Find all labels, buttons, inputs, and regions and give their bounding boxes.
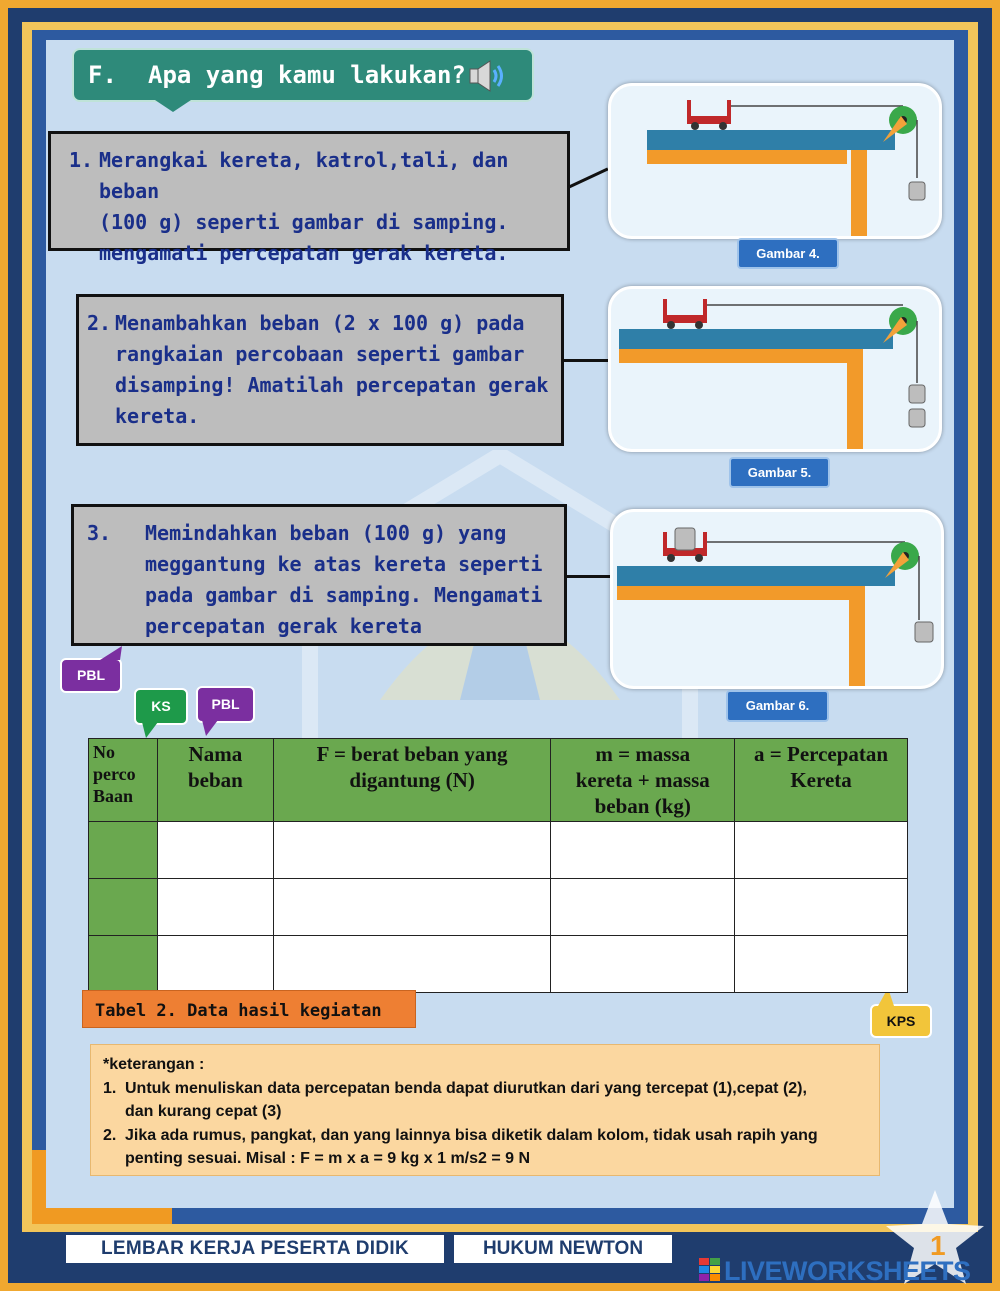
pbl-badge: PBL — [60, 658, 122, 693]
table-cell-input[interactable] — [157, 879, 273, 936]
figure-6-card — [610, 509, 944, 689]
table-cell-input[interactable] — [551, 822, 735, 879]
ks-badge: KS — [134, 688, 188, 725]
step-1-number: 1. — [69, 148, 94, 172]
step-3-line: meggantung ke atas kereta seperti — [145, 552, 543, 576]
table-cell-input[interactable] — [735, 879, 908, 936]
table-cell-input[interactable] — [157, 822, 273, 879]
footer-title-topic: HUKUM NEWTON — [452, 1233, 674, 1265]
table-cell-input[interactable] — [735, 936, 908, 993]
figure-4-card — [608, 83, 942, 239]
pbl-badge-tail — [200, 720, 220, 738]
step-1-line: Merangkai kereta, katrol,tali, dan beban — [99, 148, 509, 203]
column-header-no: No perco Baan — [89, 739, 158, 822]
figure-5-illustration — [611, 289, 945, 455]
table-cell-input[interactable] — [735, 822, 908, 879]
figure-6-illustration — [613, 512, 947, 692]
table-header-row — [89, 739, 908, 822]
step-3-line: percepatan gerak kereta — [145, 614, 422, 638]
data-table — [88, 738, 908, 993]
pbl-badge: PBL — [196, 686, 255, 723]
table-caption: Tabel 2. Data hasil kegiatan — [82, 990, 416, 1028]
step-1-line: mengamati percepatan gerak kereta. — [99, 241, 509, 265]
step-3-line: pada gambar di samping. Mengamati — [145, 583, 543, 607]
notes-title: *keterangan : — [103, 1056, 205, 1073]
kps-badge: KPS — [870, 1004, 932, 1038]
table-cell-input[interactable] — [551, 936, 735, 993]
speaker-icon[interactable] — [468, 59, 510, 93]
table-cell-no — [89, 936, 158, 993]
table-cell-input[interactable] — [273, 879, 551, 936]
step-1-line: (100 g) seperti gambar di samping. — [99, 210, 509, 234]
column-header-nama-beban: Nama beban — [157, 739, 273, 822]
table-cell-input[interactable] — [273, 936, 551, 993]
step-2-connector — [562, 359, 612, 362]
table-row — [89, 879, 908, 936]
liveworksheets-logo-icon — [699, 1258, 721, 1282]
notes-box — [90, 1044, 880, 1176]
table-cell-input[interactable] — [551, 879, 735, 936]
step-3-box — [71, 504, 567, 646]
step-3-number: 3. — [87, 521, 112, 545]
notes-item: 2. Jika ada rumus, pangkat, dan yang lainnya bisa diketik dalam kolom, tidak usah rapih yang penting sesuai. Misal : F = m x a = 9 kg x 1 m/s2 = 9 N — [103, 1126, 818, 1167]
step-1-box — [48, 131, 570, 265]
section-letter: F. — [88, 61, 117, 89]
figure-4-illustration — [611, 86, 945, 242]
table-cell-input[interactable] — [157, 936, 273, 993]
figure-4-caption: Gambar 4. — [737, 238, 839, 269]
table-cell-no — [89, 822, 158, 879]
table-cell-no — [89, 879, 158, 936]
page-number: 1 — [930, 1230, 946, 1261]
step-3-connector — [565, 575, 613, 578]
notes-item: 1. Untuk menuliskan data percepatan benda dapat diurutkan dari yang tercepat (1),cepat (2), dan kurang cepat (3) — [103, 1079, 807, 1120]
liveworksheets-brand[interactable]: LIVEWORKSHEETS — [724, 1256, 971, 1286]
table-row — [89, 822, 908, 879]
step-2-box — [76, 294, 564, 446]
footer-title-lkpd: LEMBAR KERJA PESERTA DIDIK — [64, 1233, 446, 1265]
step-2-line: rangkaian percobaan seperti gambar — [115, 342, 525, 366]
step-3-line: Memindahkan beban (100 g) yang — [145, 521, 507, 545]
figure-5-card — [608, 286, 942, 452]
table-cell-input[interactable] — [273, 822, 551, 879]
step-2-number: 2. — [87, 311, 112, 335]
figure-6-caption: Gambar 6. — [726, 690, 829, 722]
pbl-badge-tail — [96, 646, 126, 662]
column-header-massa: m = massa kereta + massa beban (kg) — [551, 739, 735, 822]
header-pointer — [155, 100, 191, 112]
section-title: Apa yang kamu lakukan? — [148, 61, 466, 89]
column-header-percepatan: a = Percepatan Kereta — [735, 739, 908, 822]
column-header-gaya: F = berat beban yang digantung (N) — [273, 739, 551, 822]
step-2-line: kereta. — [115, 404, 200, 428]
section-header — [72, 48, 534, 102]
step-2-line: Menambahkan beban (2 x 100 g) pada — [115, 311, 525, 335]
figure-5-caption: Gambar 5. — [729, 457, 830, 488]
step-2-line: disamping! Amatilah percepatan gerak — [115, 373, 549, 397]
table-row — [89, 936, 908, 993]
